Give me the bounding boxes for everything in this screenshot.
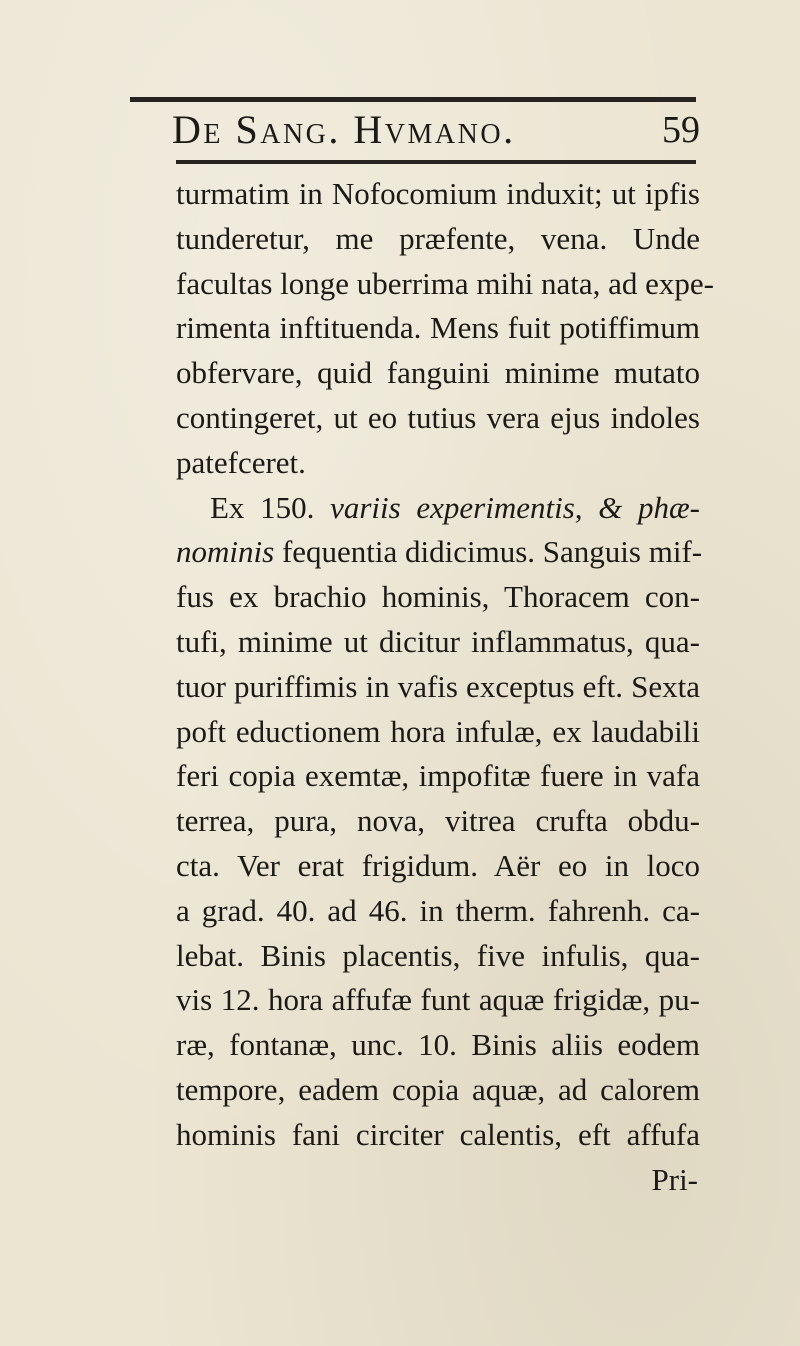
text-line: tuor puriffimis in vafis exceptus eft. Sexta [176, 668, 700, 704]
paragraph-start-line [176, 486, 700, 531]
body-text [176, 172, 714, 1202]
text-line: hominis fani circiter calentis, eft affufa [176, 1116, 700, 1152]
text-line [176, 530, 703, 575]
header-rule-bottom [176, 160, 696, 164]
text-line: turmatim in Nofocomium induxit; ut ipfis [176, 176, 700, 211]
text-line: vis 12. hora affufæ funt aquæ frigidæ, pu- [176, 982, 700, 1018]
text-line: poft eductionem hora infulæ, ex laudabili [176, 713, 700, 749]
text-span: fequentia didicimus. Sanguis mif- [274, 534, 703, 570]
italic-word: nominis [176, 534, 275, 570]
page-header [172, 104, 700, 156]
page-number: 59 [662, 109, 700, 151]
running-title: De Sang. Hvmano. [172, 107, 516, 152]
text-line: obfervare, quid fanguini minime mutato [176, 355, 700, 391]
text-line: a grad. 40. ad 46. in therm. fahrenh. ca- [176, 892, 700, 928]
text-line: tufi, minime ut dicitur inflammatus, qua- [176, 623, 700, 659]
text-line: fus ex brachio hominis, Thoracem con- [176, 579, 700, 615]
text-line: terrea, pura, nova, vitrea crufta obdu- [176, 803, 700, 839]
text-line: tunderetur, me præfente, vena. Unde [176, 220, 700, 256]
text-line: rimenta inftituenda. Mens fuit potiffimum [176, 310, 700, 346]
catchword: Pri- [651, 1161, 698, 1197]
header-rule-top [130, 97, 696, 102]
text-line: lebat. Binis placentis, five infulis, qua- [176, 937, 700, 973]
text-line: contingeret, ut eo tutius vera ejus indoles [176, 399, 700, 435]
text-line: cta. Ver erat frigidum. Aër eo in loco [176, 847, 700, 883]
text-line: ræ, fontanæ, unc. 10. Binis aliis eodem [176, 1027, 700, 1063]
text-line: feri copia exemtæ, impofitæ fuere in vafa [176, 758, 700, 794]
text-line: patefceret. [176, 444, 306, 480]
text-line: facultas longe uberrima mihi nata, ad expe- [176, 265, 714, 301]
text-line: tempore, eadem copia aquæ, ad calorem [176, 1071, 700, 1107]
paragraph-lead: Ex 150. [210, 489, 315, 525]
italic-phrase: variis experimentis, & phæ- [330, 489, 700, 525]
